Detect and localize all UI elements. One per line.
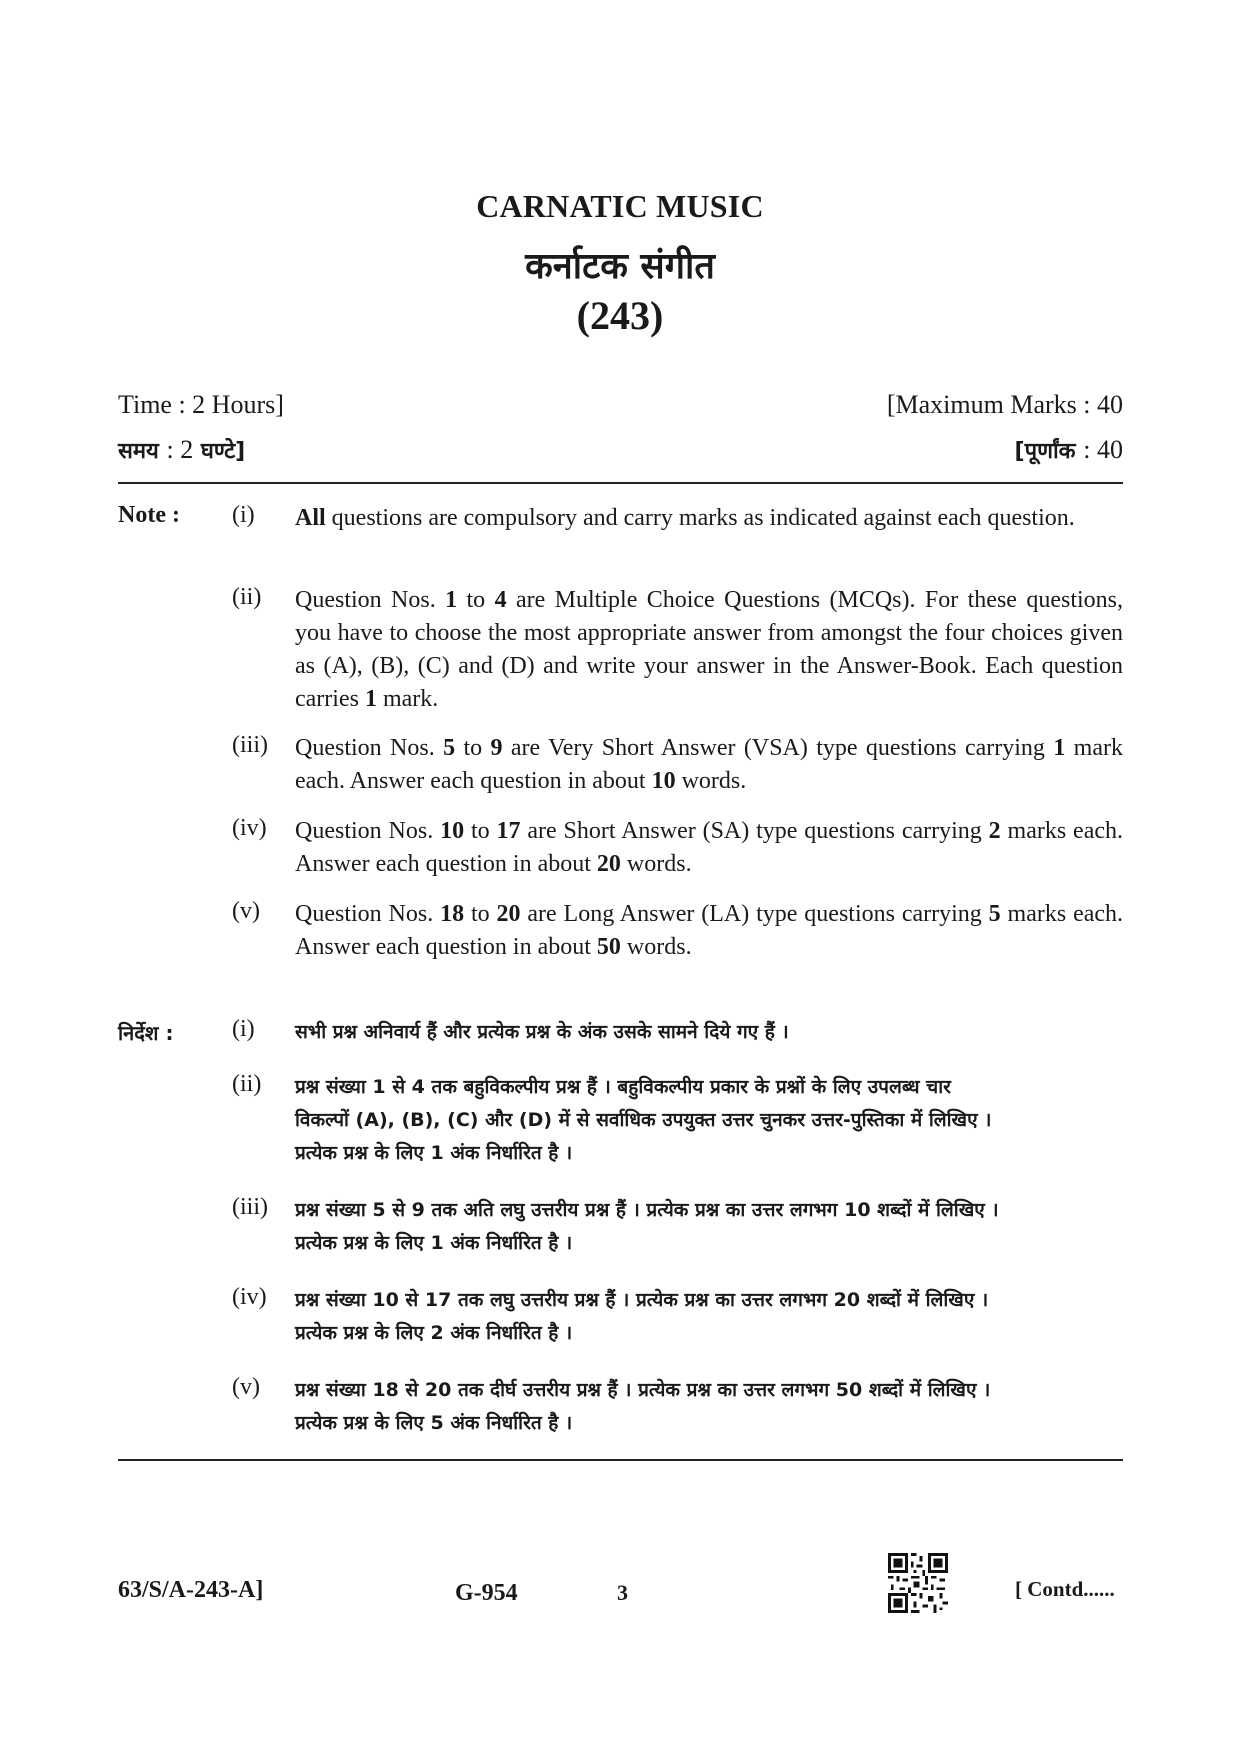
nirdesh-label: निर्देश : [118, 1021, 174, 1045]
subject-code: (243) [576, 293, 664, 338]
time-hindi-label: समय [118, 439, 159, 464]
note-item-text: Question Nos. 18 to 20 are Long Answer (LA) type questions carrying 5 marks each. Answer each question in about 50 words. [295, 901, 1124, 960]
max-marks-english: [Maximum Marks : 40 [886, 390, 1123, 419]
note-item-number: (iv) [232, 815, 267, 841]
top-divider [118, 482, 1123, 484]
nirdesh-item-text: प्रश्न संख्या 10 से 17 तक लघु उत्तरीय प्रश्न हैं । प्रत्येक प्रश्न का उत्तर लगभग 20 शब्दों में लिखिए । प्रत्येक प्रश्न के लिए 2 अंक निर्धारित है । [295, 1289, 989, 1344]
note-item-text: Question Nos. 5 to 9 are Very Short Answer (VSA) type questions carrying 1 mark each. Answer each question in about 10 words. [295, 735, 1123, 794]
nirdesh-item-number: (ii) [232, 1071, 262, 1097]
nirdesh-item-text: प्रश्न संख्या 18 से 20 तक दीर्घ उत्तरीय प्रश्न हैं । प्रत्येक प्रश्न का उत्तर लगभग 50 शब्दों में लिखिए । प्रत्येक प्रश्न के लिए 5 अंक निर्धारित है । [295, 1379, 991, 1434]
note-item-number: (ii) [232, 584, 262, 610]
page-number: 3 [617, 1580, 628, 1605]
nirdesh-item-number: (iii) [232, 1194, 268, 1220]
booklet-code: G-954 [455, 1580, 518, 1606]
note-item-text: All questions are compulsory and carry marks as indicated against each question. [295, 505, 1075, 531]
time-english: Time : 2 Hours] [118, 390, 284, 419]
nirdesh-item-number: (i) [232, 1016, 255, 1042]
note-item-number: (i) [232, 502, 255, 528]
time-hindi-value: : 2 [166, 435, 194, 464]
nirdesh-item-text: प्रश्न संख्या 5 से 9 तक अति लघु उत्तरीय प्रश्न हैं । प्रत्येक प्रश्न का उत्तर लगभग 10 शब्दों में लिखिए । प्रत्येक प्रश्न के लिए 1 अंक निर्धारित है । [295, 1199, 999, 1254]
note-item-text: Question Nos. 1 to 4 are Multiple Choice Questions (MCQs). For these questions, you have to choose the most appropriate answer from amongst the four choices given as (A), (B), (C) and (D) and write your answer in the Answer-Book. Each question carries 1 mark. [295, 587, 1124, 712]
title-english: CARNATIC MUSIC [476, 188, 764, 224]
marks-hindi-label: [पूर्णांक [1014, 439, 1076, 464]
note-item-text: Question Nos. 10 to 17 are Short Answer (SA) type questions carrying 2 marks each. Answer each question in about 20 words. [295, 818, 1123, 877]
marks-hindi-value: : 40 [1083, 435, 1123, 464]
nirdesh-item-text: प्रश्न संख्या 1 से 4 तक बहुविकल्पीय प्रश्न हैं । बहुविकल्पीय प्रकार के प्रश्नों के लिए उपलब्ध चार विकल्पों (A), (B), (C) और (D) में से सर्वाधिक उपयुक्त उत्तर चुनकर उत्तर-पुस्तिका में लिखिए । प्रत्येक प्रश्न के लिए 1 अंक निर्धारित है । [295, 1076, 992, 1164]
qr-code-icon [888, 1553, 948, 1613]
max-marks-hindi [1015, 435, 1123, 465]
note-item-number: (v) [232, 898, 260, 924]
title-hindi: कर्नाटक संगीत [525, 246, 715, 287]
note-item-number: (iii) [232, 732, 268, 758]
time-hindi-unit: घण्टे] [200, 439, 246, 464]
continued-label: [ Contd...... [1015, 1577, 1115, 1601]
time-hindi [118, 435, 245, 465]
nirdesh-item-number: (iv) [232, 1284, 267, 1310]
note-label: Note : [118, 502, 180, 528]
paper-code: 63/S/A-243-A] [118, 1577, 264, 1603]
nirdesh-item-number: (v) [232, 1374, 260, 1400]
bottom-divider [118, 1459, 1123, 1461]
nirdesh-item-text: सभी प्रश्न अनिवार्य हैं और प्रत्येक प्रश्न के अंक उसके सामने दिये गए हैं । [295, 1021, 789, 1043]
